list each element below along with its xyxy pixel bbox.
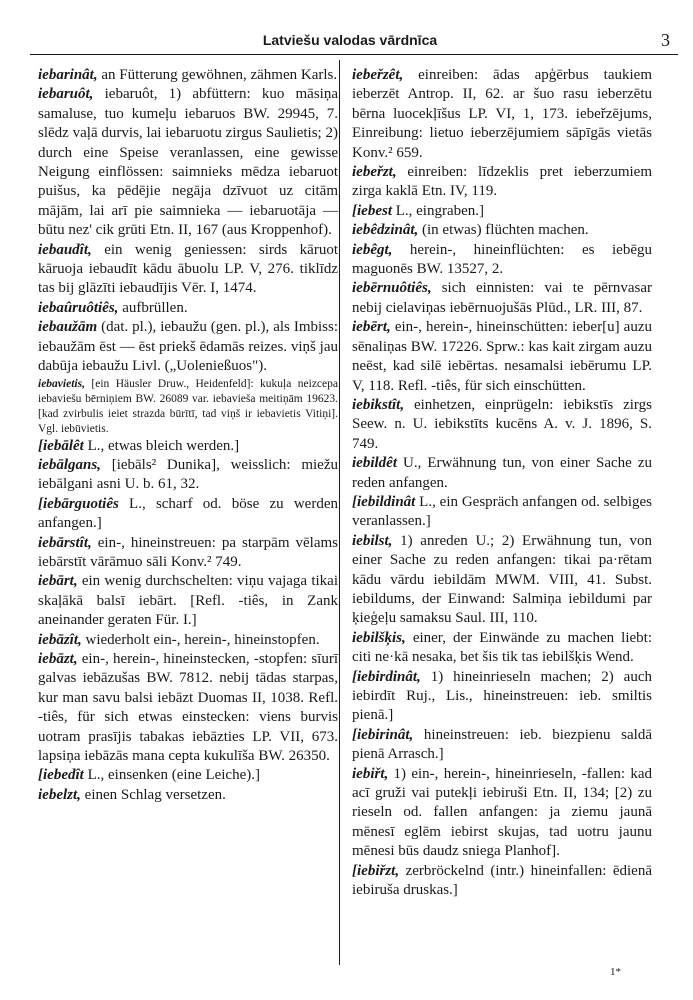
entry-text: L., scharf od. böse zu werden anfangen.] [38,495,338,532]
entry-text: iebaruôt, 1) abfüttern: kuo māsiņa samaluse, tuo kumeļu iebaruos BW. 29945, 7. slēdz vaļā durvis, lai iebaruotu zirgus Saulietis; 2) durch eine Speise veranlassen, eine gewisse Neigung einflössen: saimnieks mēdza iebaruot puišus, ka pēdējie negāja dzīvuot uz citām mājām, lai arī pie saimnieka — iebaruotāja — būtu nez' cik grūti Etn. II, 167 (aus Kroppenhof). [38,86,338,239]
entry-text: ein-, herein-, hineinschütten: ieber[u] auzu sēnaliņas BW. 17226. Sprw.: kas kait zirgam auzu neēst, kad silē iebērtas. nesamalsi iebērumu LP. V, 118. Refl. -tiês, für sich einschütten. [352,319,652,394]
entry-headword: [iebildinât [352,493,416,510]
entry-headword: [iebest [352,202,392,219]
entry-headword: [iebiřzt, [352,862,400,879]
entry-text: 1) ein-, herein-, hineinrieseln, -fallen: kad acī gruži vai putekļi iebiruši Etn. II, 134; [2) zu rieseln od. fallen anfangen: ja ziemu jaunā mēnesī eglēm iebirst skujas, tad uotru jaunu mēnesi būs daudz sniega Planhof]. [352,765,652,860]
entry-headword: iebāzt, [38,650,78,667]
dictionary-entry [38,437,338,456]
dictionary-entry [352,629,652,668]
dictionary-entry [352,279,652,318]
entry-text: zerbröckelnd (intr.) hineinfallen: ēdienā iebiruša druskas.] [352,862,652,899]
entry-text: [iebāls² Dunika], weisslich: miežu iebālgani asni U. b. 61, 32. [38,456,338,493]
entry-text: sich einnisten: vai te pērnvasar nebij cielaviņas iebērnuojušās Plūd., LR. III, 87. [352,280,652,316]
dictionary-entry [352,318,652,396]
entry-headword: [iebālêt [38,437,84,454]
dictionary-entry [38,66,338,85]
dictionary-entry [352,726,652,765]
dictionary-entry [352,532,652,629]
entry-headword: iebaudît, [38,241,92,258]
entry-headword: [iebirinât, [352,726,414,743]
entry-text: einreiben: ādas apģērbus taukiem ieberzēt Antrop. II, 62. ar šuo rasu ieberzētu bērna luocekļīšus LP. VI, 1, 173. iebeřzējums, Einreibung: lietuo ieberzējumiem sāpīgās vietās Konv.² 659. [352,67,652,161]
dictionary-entry [352,493,652,532]
entry-text: L., etwas bleich werden.] [83,437,240,454]
dictionary-entry [352,241,652,280]
dictionary-entry [38,650,338,766]
entry-headword: iebaûruôtiês, [38,299,119,316]
dictionary-entry [38,572,338,630]
entry-headword: [iebārguotiês [38,495,119,512]
entry-text: ein wenig durchschelten: viņu vajaga tikai skaļākā balsī iebārt. [Refl. -tiês, in Zank aneinander geraten Für. I.] [38,573,338,629]
dictionary-entry [38,318,338,376]
entry-headword: [iebedît [38,767,84,784]
dictionary-entry [38,241,338,299]
dictionary-entry [38,377,338,437]
dictionary-entry [38,299,338,318]
header-rule [30,54,678,55]
dictionary-entry [38,631,338,650]
printer-signature: 1* [610,966,621,978]
entry-text: einhetzen, einprügeln: iebikstīs zirgs Seew. n. U. iebikstīts kucēns A. v. J. 1896, S. 749. [352,396,652,452]
entry-text: einreiben: līdzeklis pret ieberzumiem zirga kaklā Etn. IV, 119. [352,164,652,200]
entry-headword: iebeřzêt, [352,67,404,83]
entry-text: 1) anreden U.; 2) Erwähnung tun, von einer Sache zu reden anfangen: tikai pa·rētam kādu vārdu iebildām MWM. VIII, 41. Subst. iebildums, der Einwand: Salmiņa iebildumi par ķieģeļu samaksu Saul. III, 110. [352,532,652,627]
dictionary-entry [352,221,652,240]
entry-text: ein-, herein-, hineinstecken, -stopfen: sīurī galvas iebāzušas BW. 7812. nebij tādas starpas, kur man savu balsi iebāzt Duomas II, 1038. Refl. -tiês, für sich etwas einstecken: viens burvis uotram prasījis tabakas iebāzties LP. VII, 673. lapsiņa iebāzās mana cepta kukulīša BW. 26350. [38,650,338,764]
entry-headword: iebārstît, [38,534,92,551]
entry-text: L., einsenken (eine Leiche).] [83,767,260,784]
running-title: Latviešu valodas vārdnīca [262,32,438,48]
entry-text: [ein Häusler Druw., Heidenfeld]: kukuļa neizcepa iebaviešu bērniņiem BW. 26089 var. iebavieša meitiņām 19623. [kad zvirbulis ieiet strazda būrītī, tad viņš ir iebavietis Vitiņi]. Vgl. iebūvietis. [38,377,338,435]
entry-text: 1) hineinrieseln machen; 2) auch iebirdīt Ruj., Lis., hineinstreuen: ieb. smiltis pienā.] [352,668,652,724]
entry-text: ein wenig geniessen: sirds kāruot kāruoja iebaudīt kādu ābuolu LP. V, 276. tiklīdz tas bij glāzīti iebaudījis Vēr. I, 1474. [38,241,338,297]
left-column [38,66,338,805]
entry-headword: iebālgans, [38,456,101,473]
entry-text: einer, der Einwände zu machen liebt: citi ne·kā nesaka, bet šis tik tas iebilšķis Wend. [352,629,652,666]
entry-headword: iebêgt, [352,241,393,258]
entry-text: aufbrüllen. [118,299,188,316]
entry-text: an Fütterung gewöhnen, zähmen Karls. [97,67,338,83]
dictionary-entry [352,396,652,454]
dictionary-entry [38,534,338,573]
entry-text: (in etwas) flüchten machen. [418,222,589,239]
entry-headword: iebērt, [352,319,391,336]
entry-text: ein-, hineinstreuen: pa starpām vēlams iebārstīt vārāmuo sāli Konv.² 749. [38,534,338,570]
entry-headword: iebāzît, [38,631,82,648]
entry-headword: iebildêt [352,455,397,472]
page-header [30,30,670,54]
page-number: 3 [661,30,670,50]
entry-text: wiederholt ein-, herein-, hineinstopfen. [81,631,320,648]
dictionary-entry [352,163,652,202]
dictionary-entry [38,85,338,240]
entry-headword: iebaruôt, [38,86,94,103]
entry-headword: [iebirdinât, [352,668,421,685]
dictionary-entry [38,766,338,785]
dictionary-entry [352,862,652,901]
entry-text: (dat. pl.), iebaužu (gen. pl.), als Imbiss: iebaužām ēst — ēst priekš ēdamās reizes. viņš jau dabūja iebaužu Livl. („Uolenießuos"). [38,319,338,375]
dictionary-entry [352,668,652,726]
entry-headword: iebaužām [38,319,98,336]
entry-headword: iebarinât, [38,67,98,83]
entry-text: U., Erwähnung tun, von einer Sache zu reden anfangen. [352,455,652,491]
column-divider [339,60,340,965]
entry-headword: iebiřt, [352,765,389,782]
entry-text: herein-, hineinflüchten: es iebēgu maguonēs BW. 13527, 2. [352,241,652,278]
dictionary-entry [38,786,338,805]
entry-headword: iebelzt, [38,786,81,803]
entry-headword: iebeřzt, [352,164,397,181]
entry-headword: iebavietis, [38,377,85,390]
entry-headword: iebikstît, [352,396,405,413]
entry-headword: iebārt, [38,573,78,590]
entry-headword: iebêdzinât, [352,222,419,239]
dictionary-entry [38,495,338,534]
dictionary-entry [352,454,652,493]
entry-headword: iebilšķis, [352,629,406,646]
entry-text: einen Schlag versetzen. [80,786,226,803]
dictionary-entry [352,66,652,163]
dictionary-entry [38,456,338,495]
entry-text: L., ein Gespräch anfangen od. selbiges veranlassen.] [352,493,652,530]
dictionary-entry [352,202,652,221]
entry-headword: iebērnuôtiês, [352,280,432,297]
entry-headword: iebilst, [352,532,393,549]
dictionary-entry [352,765,652,862]
entry-text: L., eingraben.] [391,202,485,219]
right-column [352,66,652,900]
entry-text: hineinstreuen: ieb. biezpienu saldā pienā Arrasch.] [352,726,652,763]
